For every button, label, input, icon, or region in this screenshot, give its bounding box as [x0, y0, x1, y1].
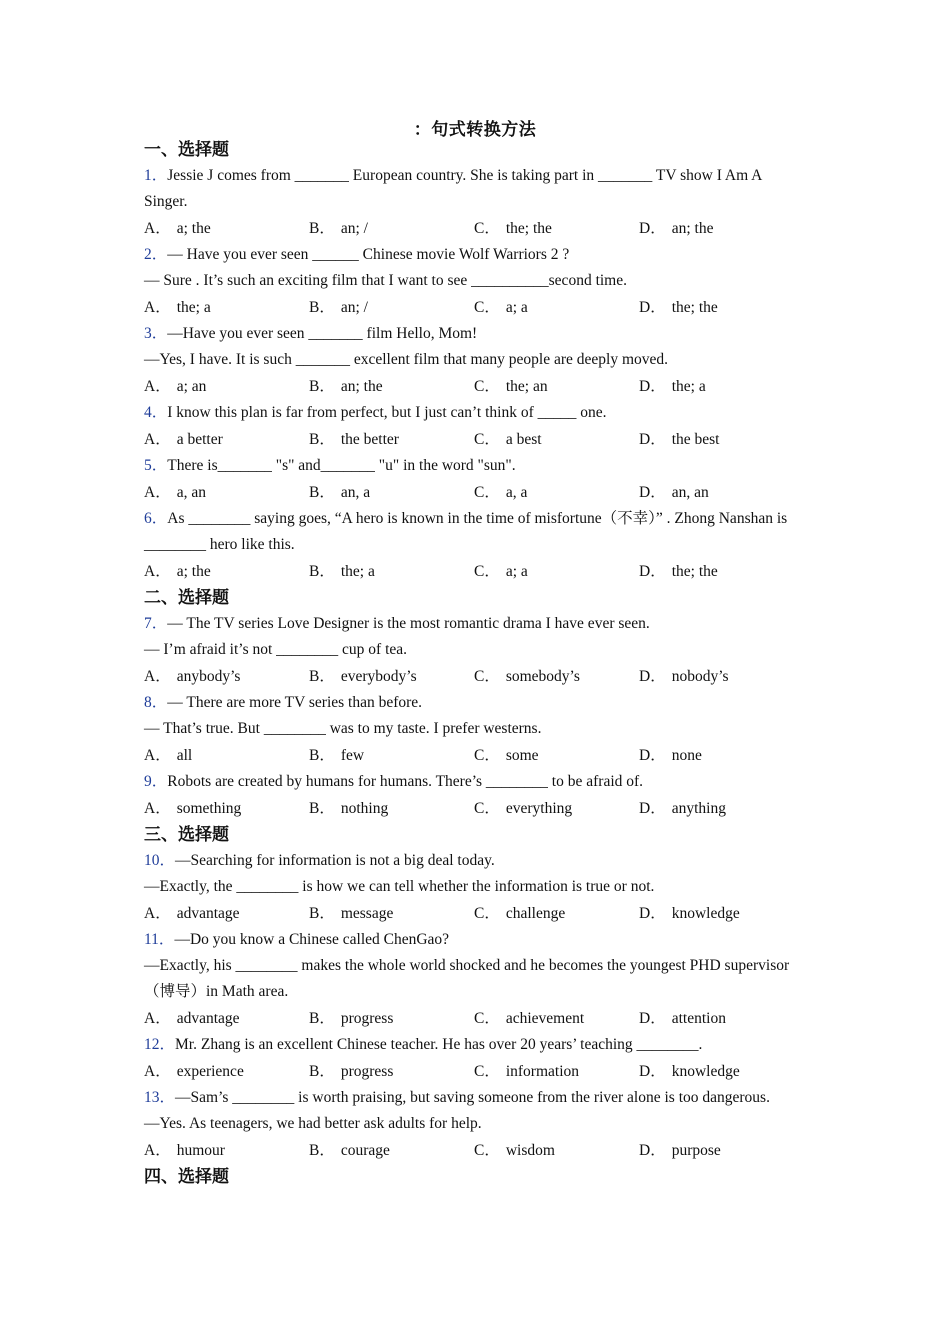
option-text: a best — [505, 431, 542, 448]
option-text: progress — [340, 1063, 394, 1080]
answer-option[interactable] — [144, 215, 309, 242]
question-item — [144, 453, 804, 506]
question-number: 9． — [144, 773, 168, 790]
answer-option[interactable] — [474, 1005, 639, 1032]
answer-option[interactable] — [474, 373, 639, 400]
answer-option[interactable] — [474, 1137, 639, 1164]
question-text — [144, 321, 804, 347]
option-text: nobody’s — [671, 668, 729, 685]
question-number: 4． — [144, 404, 168, 421]
page-title: ：句式转换方法 — [413, 120, 537, 140]
question-text — [144, 242, 804, 268]
option-text: nothing — [340, 800, 389, 817]
question-line: —Exactly, the ________ is how we can tell whether the information is true or not. — [144, 878, 655, 895]
question-text — [144, 953, 804, 1005]
option-text: a; a — [505, 563, 528, 580]
question-item — [144, 242, 804, 321]
option-text: the; a — [176, 299, 211, 316]
question-line: —Sam’s ________ is worth praising, but saving someone from the river alone is too dangerous. — [175, 1089, 770, 1106]
question-text — [144, 453, 804, 479]
answer-options — [144, 215, 804, 242]
option-text: the; an — [505, 378, 548, 395]
option-label: C． — [474, 299, 500, 316]
question-number: 7． — [144, 615, 168, 632]
answer-option[interactable] — [474, 900, 639, 927]
option-label: C． — [474, 1010, 500, 1027]
question-text — [144, 690, 804, 716]
question-text — [144, 347, 804, 373]
answer-option[interactable] — [309, 795, 474, 822]
answer-option[interactable] — [639, 795, 804, 822]
option-text: information — [505, 1063, 580, 1080]
option-label: B． — [309, 1010, 335, 1027]
answer-options — [144, 663, 804, 690]
option-text: knowledge — [671, 905, 740, 922]
option-label: C． — [474, 747, 500, 764]
option-text: attention — [671, 1010, 726, 1027]
option-label: B． — [309, 299, 335, 316]
option-label: B． — [309, 668, 335, 685]
answer-option[interactable] — [309, 900, 474, 927]
answer-option[interactable] — [474, 558, 639, 585]
option-text: an; the — [340, 378, 383, 395]
option-label: D． — [639, 1063, 666, 1080]
option-label: D． — [639, 378, 666, 395]
answer-option[interactable] — [309, 479, 474, 506]
option-text: an; / — [340, 299, 368, 316]
option-text: few — [340, 747, 365, 764]
question-text — [144, 611, 804, 637]
question-item — [144, 400, 804, 453]
answer-option[interactable] — [639, 373, 804, 400]
question-number: 1． — [144, 167, 168, 184]
question-line: — There are more TV series than before. — [167, 694, 423, 711]
option-label: A． — [144, 484, 171, 501]
option-label: C． — [474, 1063, 500, 1080]
question-number: 11． — [144, 931, 175, 948]
answer-option[interactable] — [144, 742, 309, 769]
option-text: humour — [176, 1142, 225, 1159]
answer-option[interactable] — [474, 1058, 639, 1085]
question-line: Jessie J comes from _______ European country. She is taking part in _______ TV show I Am A Singer. — [144, 167, 762, 210]
option-label: B． — [309, 905, 335, 922]
answer-options — [144, 558, 804, 585]
option-label: C． — [474, 378, 500, 395]
option-label: B． — [309, 220, 335, 237]
answer-option[interactable] — [474, 426, 639, 453]
question-item — [144, 1032, 804, 1085]
option-text: purpose — [671, 1142, 721, 1159]
answer-option[interactable] — [309, 663, 474, 690]
option-text: a; an — [176, 378, 207, 395]
answer-option[interactable] — [144, 795, 309, 822]
option-label: A． — [144, 747, 171, 764]
question-line: —Exactly, his ________ makes the whole world shocked and he becomes the youngest PHD supervisor（博导）in Math area. — [144, 957, 790, 1000]
question-text — [144, 506, 804, 558]
option-text: the better — [340, 431, 399, 448]
option-label: C． — [474, 484, 500, 501]
answer-option[interactable] — [639, 558, 804, 585]
answer-option[interactable] — [309, 426, 474, 453]
question-text — [144, 769, 804, 795]
section-heading: 四、选择题 — [144, 1167, 229, 1187]
answer-option[interactable] — [639, 1058, 804, 1085]
option-text: advantage — [176, 905, 240, 922]
question-text — [144, 716, 804, 742]
question-line: I know this plan is far from perfect, but I just can’t think of _____ one. — [167, 404, 607, 421]
answer-options — [144, 795, 804, 822]
question-number: 13． — [144, 1089, 176, 1106]
option-text: the best — [671, 431, 720, 448]
option-text: an; the — [671, 220, 714, 237]
answer-option[interactable] — [639, 426, 804, 453]
answer-options — [144, 1058, 804, 1085]
question-number: 10． — [144, 852, 176, 869]
option-label: D． — [639, 484, 666, 501]
answer-option[interactable] — [639, 742, 804, 769]
answer-option[interactable] — [639, 663, 804, 690]
question-line: Robots are created by humans for humans. There’s ________ to be afraid of. — [167, 773, 644, 790]
answer-option[interactable] — [309, 1137, 474, 1164]
option-label: C． — [474, 668, 500, 685]
option-label: B． — [309, 378, 335, 395]
option-text: progress — [340, 1010, 394, 1027]
option-text: an, an — [671, 484, 709, 501]
option-label: D． — [639, 1010, 666, 1027]
answer-options — [144, 373, 804, 400]
answer-option[interactable] — [309, 373, 474, 400]
question-item — [144, 321, 804, 400]
option-label: B． — [309, 431, 335, 448]
option-label: B． — [309, 800, 335, 817]
option-text: everybody’s — [340, 668, 417, 685]
option-label: D． — [639, 800, 666, 817]
question-item — [144, 1085, 804, 1164]
answer-options — [144, 742, 804, 769]
option-text: anybody’s — [176, 668, 241, 685]
option-label: A． — [144, 905, 171, 922]
question-line: —Do you know a Chinese called ChenGao? — [174, 931, 450, 948]
option-text: a; the — [176, 220, 211, 237]
option-label: B． — [309, 747, 335, 764]
answer-option[interactable] — [309, 294, 474, 321]
option-text: something — [176, 800, 242, 817]
option-label: B． — [309, 484, 335, 501]
option-text: a; the — [176, 563, 211, 580]
option-label: A． — [144, 1010, 171, 1027]
option-text: somebody’s — [505, 668, 580, 685]
answer-option[interactable] — [144, 479, 309, 506]
option-label: D． — [639, 299, 666, 316]
answer-option[interactable] — [474, 215, 639, 242]
question-text — [144, 637, 804, 663]
option-label: C． — [474, 563, 500, 580]
option-text: some — [505, 747, 539, 764]
option-text: a; a — [505, 299, 528, 316]
answer-option[interactable] — [639, 1137, 804, 1164]
option-label: A． — [144, 1063, 171, 1080]
answer-option[interactable] — [144, 373, 309, 400]
option-label: A． — [144, 431, 171, 448]
option-text: the; the — [671, 299, 718, 316]
option-label: B． — [309, 563, 335, 580]
option-text: achievement — [505, 1010, 585, 1027]
answer-option[interactable] — [144, 900, 309, 927]
question-list — [144, 137, 804, 1190]
question-line: —Yes. As teenagers, we had better ask adults for help. — [144, 1115, 482, 1132]
option-label: D． — [639, 563, 666, 580]
option-label: C． — [474, 800, 500, 817]
option-text: the; a — [671, 378, 706, 395]
answer-option[interactable] — [474, 663, 639, 690]
answer-option[interactable] — [474, 795, 639, 822]
answer-option[interactable] — [144, 1005, 309, 1032]
option-label: B． — [309, 1142, 335, 1159]
option-label: A． — [144, 668, 171, 685]
question-line: As ________ saying goes, “A hero is known in the time of misfortune（不幸）” . Zhong Nanshan is ________ hero like this. — [144, 510, 788, 553]
answer-option[interactable] — [144, 558, 309, 585]
question-line: — That’s true. But ________ was to my taste. I prefer westerns. — [144, 720, 542, 737]
option-label: A． — [144, 299, 171, 316]
answer-options — [144, 426, 804, 453]
answer-option[interactable] — [474, 742, 639, 769]
option-text: a, a — [505, 484, 528, 501]
question-number: 12． — [144, 1036, 176, 1053]
question-item — [144, 848, 804, 927]
question-item — [144, 506, 804, 585]
option-text: advantage — [176, 1010, 240, 1027]
option-text: knowledge — [671, 1063, 740, 1080]
option-label: C． — [474, 1142, 500, 1159]
option-text: everything — [505, 800, 573, 817]
answer-option[interactable] — [309, 742, 474, 769]
answer-options — [144, 1005, 804, 1032]
answer-option[interactable] — [639, 1005, 804, 1032]
question-line: —Have you ever seen _______ film Hello, Mom! — [167, 325, 478, 342]
question-item — [144, 611, 804, 690]
option-text: an; / — [340, 220, 368, 237]
option-label: A． — [144, 378, 171, 395]
question-item — [144, 163, 804, 242]
option-label: C． — [474, 431, 500, 448]
question-item — [144, 690, 804, 769]
question-item — [144, 927, 804, 1032]
option-text: the; the — [505, 220, 552, 237]
option-label: D． — [639, 747, 666, 764]
answer-option[interactable] — [474, 479, 639, 506]
answer-option[interactable] — [144, 1058, 309, 1085]
answer-option[interactable] — [639, 294, 804, 321]
answer-options — [144, 294, 804, 321]
section-heading: 三、选择题 — [144, 825, 229, 845]
option-label: A． — [144, 800, 171, 817]
option-label: A． — [144, 220, 171, 237]
question-line: — The TV series Love Designer is the most romantic drama I have ever seen. — [167, 615, 650, 632]
option-text: message — [340, 905, 394, 922]
answer-option[interactable] — [309, 1005, 474, 1032]
question-line: There is_______ "s" and_______ "u" in the word "sun". — [167, 457, 516, 474]
option-label: D． — [639, 431, 666, 448]
option-label: D． — [639, 668, 666, 685]
question-text — [144, 1032, 804, 1058]
answer-option[interactable] — [474, 294, 639, 321]
question-line: — Have you ever seen ______ Chinese movie Wolf Warriors 2 ? — [167, 246, 570, 263]
option-text: a better — [176, 431, 223, 448]
question-line: —Searching for information is not a big deal today. — [175, 852, 495, 869]
option-text: the; a — [340, 563, 375, 580]
question-line: — I’m afraid it’s not ________ cup of tea. — [144, 641, 408, 658]
option-label: B． — [309, 1063, 335, 1080]
option-text: courage — [340, 1142, 390, 1159]
question-text — [144, 163, 804, 215]
answer-option[interactable] — [639, 479, 804, 506]
option-text: anything — [671, 800, 726, 817]
answer-option[interactable] — [144, 663, 309, 690]
option-text: experience — [176, 1063, 244, 1080]
question-number: 3． — [144, 325, 168, 342]
question-text — [144, 1085, 804, 1111]
option-text: an, a — [340, 484, 371, 501]
option-label: A． — [144, 563, 171, 580]
answer-option[interactable] — [144, 1137, 309, 1164]
option-label: A． — [144, 1142, 171, 1159]
answer-option[interactable] — [309, 558, 474, 585]
option-text: all — [176, 747, 193, 764]
option-text: a, an — [176, 484, 206, 501]
question-text — [144, 927, 804, 953]
section-heading: 一、选择题 — [144, 140, 229, 160]
question-item — [144, 769, 804, 822]
answer-option[interactable] — [639, 215, 804, 242]
question-text — [144, 1111, 804, 1137]
question-line: Mr. Zhang is an excellent Chinese teacher. He has over 20 years’ teaching ________. — [175, 1036, 703, 1053]
option-text: wisdom — [505, 1142, 555, 1159]
question-text — [144, 400, 804, 426]
answer-options — [144, 900, 804, 927]
question-text — [144, 874, 804, 900]
answer-option[interactable] — [639, 900, 804, 927]
answer-options — [144, 1137, 804, 1164]
option-label: D． — [639, 905, 666, 922]
answer-option[interactable] — [309, 1058, 474, 1085]
question-number: 2． — [144, 246, 168, 263]
option-text: challenge — [505, 905, 566, 922]
question-number: 8． — [144, 694, 168, 711]
answer-options — [144, 479, 804, 506]
question-text — [144, 848, 804, 874]
option-label: D． — [639, 1142, 666, 1159]
question-text — [144, 268, 804, 294]
answer-option[interactable] — [144, 426, 309, 453]
question-line: — Sure . It’s such an exciting film that I want to see __________second time. — [144, 272, 627, 289]
option-label: C． — [474, 220, 500, 237]
option-label: D． — [639, 220, 666, 237]
option-text: the; the — [671, 563, 718, 580]
option-label: C． — [474, 905, 500, 922]
section-heading: 二、选择题 — [144, 588, 229, 608]
question-line: —Yes, I have. It is such _______ excellent film that many people are deeply moved. — [144, 351, 669, 368]
question-number: 5． — [144, 457, 168, 474]
answer-option[interactable] — [309, 215, 474, 242]
question-number: 6． — [144, 510, 168, 527]
answer-option[interactable] — [144, 294, 309, 321]
option-text: none — [671, 747, 702, 764]
